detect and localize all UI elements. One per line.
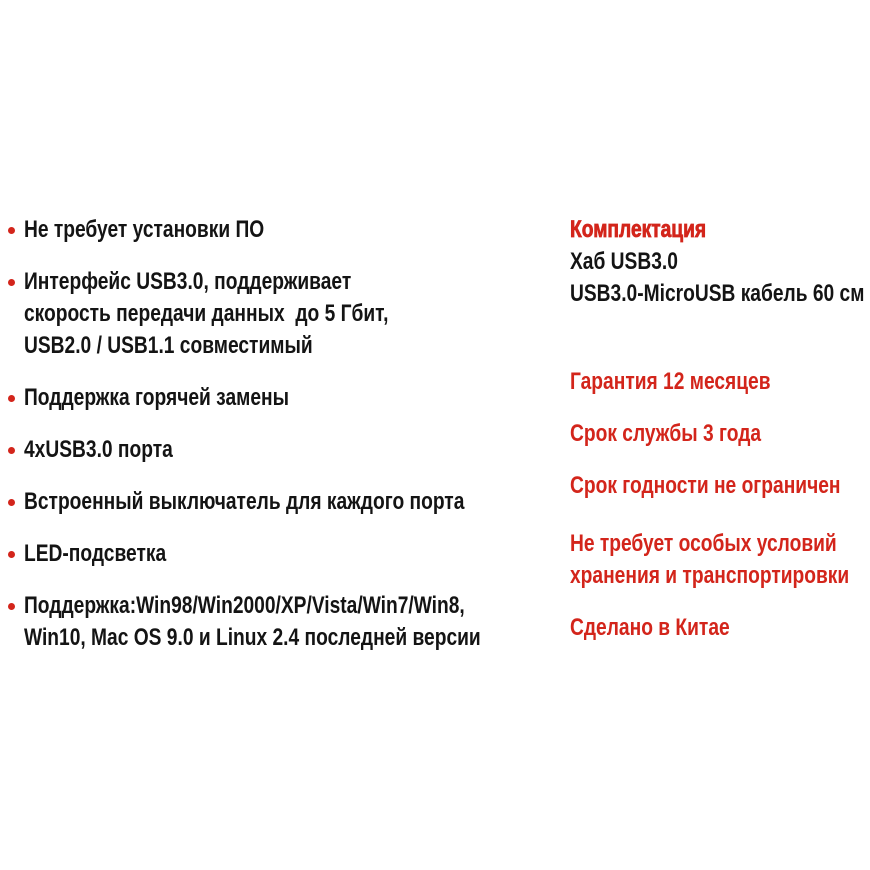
feature-line: Встроенный выключатель для каждого порта [24,488,465,515]
feature-line: 4xUSB3.0 порта [24,436,173,463]
made-in-note [570,612,810,644]
bullet-icon [8,395,15,402]
feature-line: Интерфейс USB3.0, поддерживает [24,268,352,295]
feature-item [0,382,565,414]
bullet-icon [8,279,15,286]
feature-line: USB2.0 / USB1.1 совместимый [24,332,313,359]
warranty-notes [570,366,870,644]
package-item: Хаб USB3.0 [570,248,678,275]
feature-line: Поддержка горячей замены [24,384,289,411]
feature-item [0,538,565,570]
note-line: Не требует особых условий [570,530,837,557]
note-line: Срок службы 3 года [570,420,762,447]
package-item: USB3.0-MicroUSB кабель 60 см [570,280,865,307]
note-line: Гарантия 12 месяцев [570,368,771,395]
bullet-icon [8,227,15,234]
feature-list [0,214,565,674]
note-line: Срок годности не ограничен [570,472,841,499]
feature-line: LED-подсветка [24,540,167,567]
note-line: хранения и транспортировки [570,562,850,589]
shelf-life-note [570,470,841,502]
feature-item [0,486,565,518]
feature-item [0,214,565,246]
bullet-icon [8,499,15,506]
feature-item [0,434,565,466]
package-and-notes-column [570,214,870,664]
bullet-icon [8,551,15,558]
package-heading: Комплектация [570,216,707,243]
note-line: Сделано в Китае [570,614,730,641]
bullet-icon [8,447,15,454]
feature-item [0,590,565,654]
storage-note [570,528,850,592]
bullet-icon [8,603,15,610]
feature-line: Поддержка:Win98/Win2000/XP/Vista/Win7/Win8, [24,592,465,619]
feature-line: скорость передачи данных до 5 Гбит, [24,300,389,327]
warranty-note [570,366,810,398]
feature-item [0,266,565,362]
feature-line: Win10, Mac OS 9.0 и Linux 2.4 последней версии [24,624,481,651]
feature-line: Не требует установки ПО [24,216,265,243]
service-life-note [570,418,810,450]
